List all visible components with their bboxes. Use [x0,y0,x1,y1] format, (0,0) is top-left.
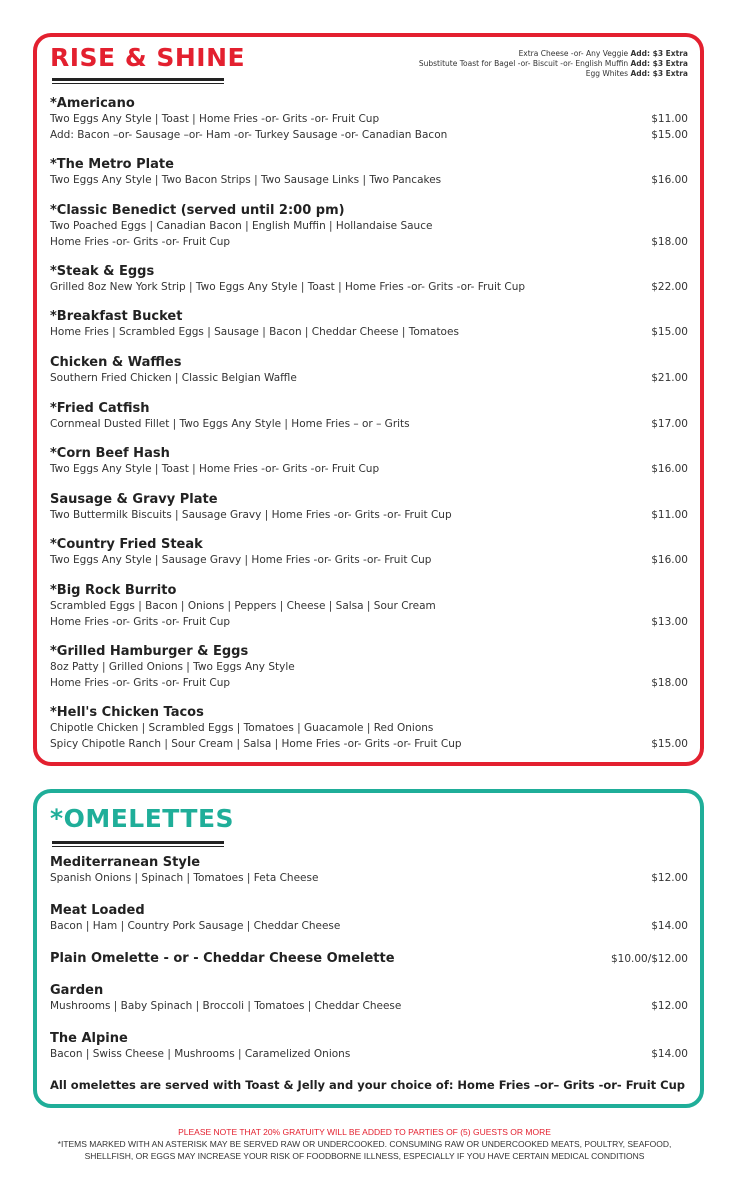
menu-item-description [50,999,688,1015]
menu-item [50,644,688,691]
menu-item-price: $14.00 [651,1048,688,1060]
menu-item-name [50,644,688,660]
menu-item-description [50,128,688,144]
extra-line [419,69,688,79]
menu-item [50,903,688,935]
menu-item-name [50,983,688,999]
menu-item-description [50,871,688,887]
menu-item-description [50,599,688,615]
description-text: Add: Bacon –or- Sausage –or- Ham -or- Turkey Sausage -or- Canadian Bacon [50,128,448,141]
menu-item-description [50,721,688,737]
menu-item-name [50,951,688,967]
menu-item [50,446,688,478]
menu-item-description [50,919,688,935]
description-text: Two Eggs Any Style | Two Bacon Strips | Two Sausage Links | Two Pancakes [50,174,442,186]
menu-item-name [50,855,688,871]
menu-item-description [50,676,688,692]
section-title: RISE & SHINE [50,43,246,72]
menu-item-description [50,173,688,189]
description-text: Two Eggs Any Style | Sausage Gravy | Home Fries -or- Grits -or- Fruit Cup [50,554,432,566]
menu-item-title: Chicken & Waffles [50,355,182,370]
menu-item [50,537,688,569]
menu-item [50,157,688,189]
menu-item-description [50,325,688,341]
menu-item [50,705,688,752]
menu-item-price: $16.00 [651,554,688,566]
menu-item-price: $15.00 [651,128,688,141]
menu-item-description [50,280,688,296]
menu-item-title: Garden [50,983,104,998]
menu-item-title: Sausage & Gravy Plate [50,492,218,507]
menu-item-description [50,371,688,387]
menu-item-name [50,309,688,325]
menu-item-title: *Big Rock Burrito [50,583,177,598]
description-text: 8oz Patty | Grilled Onions | Two Eggs Any Style [50,661,295,673]
menu-item-price: $14.00 [651,920,688,932]
menu-item-price: $16.00 [651,174,688,186]
menu-item-name [50,705,688,721]
omelettes-section [33,789,704,1108]
menu-item-description [50,737,688,753]
menu-item-price: $10.00/$12.00 [610,953,688,965]
description-text: Cornmeal Dusted Fillet | Two Eggs Any Style | Home Fries – or – Grits [50,418,410,430]
menu-item-price: $11.00 [651,113,688,125]
menu-item [50,983,688,1015]
menu-item-price: $11.00 [651,509,688,521]
omelette-note: All omelettes are served with Toast & Jelly and your choice of: Home Fries –or– Grits -or- Fruit Cup [50,1078,685,1092]
menu-item [50,583,688,630]
menu-item-description [50,1047,688,1063]
extra-line [419,59,688,69]
consumer-advisory-line: *ITEMS MARKED WITH AN ASTERISK MAY BE SERVED RAW OR UNDERCOOKED. CONSUMING RAW OR UNDERCOOKED MEATS, POULTRY, SEAFOOD, [57,1139,672,1149]
menu-item-name [50,203,688,219]
menu-item [50,203,688,250]
menu-item-price: $12.00 [651,872,688,884]
menu-item-price: $18.00 [651,235,688,248]
menu-item-price: $13.00 [651,615,688,628]
description-text: Two Buttermilk Biscuits | Sausage Gravy | Home Fries -or- Grits -or- Fruit Cup [50,509,452,521]
menu-item-description [50,235,688,251]
menu-item-name [50,903,688,919]
rise-and-shine-section [33,33,704,766]
extra-add: Add: $3 Extra [630,69,688,78]
menu-item-title: *Steak & Eggs [50,264,155,279]
menu-footer [0,1126,729,1162]
description-text: Two Eggs Any Style | Toast | Home Fries -or- Grits -or- Fruit Cup [50,463,380,475]
extra-line [419,49,688,59]
menu-item-name [50,96,688,112]
gratuity-notice: PLEASE NOTE THAT 20% GRATUITY WILL BE ADDED TO PARTIES OF (5) GUESTS OR MORE [178,1127,551,1137]
menu-item-description [50,615,688,631]
menu-item-description [50,219,688,235]
menu-item-price: $21.00 [651,372,688,384]
description-text: Mushrooms | Baby Spinach | Broccoli | Tomatoes | Cheddar Cheese [50,1000,402,1012]
menu-item-title: *Country Fried Steak [50,537,203,552]
extra-text: Substitute Toast for Bagel -or- Biscuit -or- English Muffin [418,59,629,68]
title-underline [52,841,224,847]
menu-item-description [50,553,688,569]
menu-item-name [50,1031,688,1047]
menu-item-price: $18.00 [651,676,688,689]
menu-item [50,492,688,524]
menu-item [50,401,688,433]
description-text: Spicy Chipotle Ranch | Sour Cream | Salsa | Home Fries -or- Grits -or- Fruit Cup [50,737,462,750]
description-text: Two Eggs Any Style | Toast | Home Fries -or- Grits -or- Fruit Cup [50,113,380,125]
menu-item-description [50,508,688,524]
menu-item-title: *The Metro Plate [50,157,174,172]
menu-item-name [50,446,688,462]
description-text: Home Fries -or- Grits -or- Fruit Cup [50,235,231,248]
title-underline [52,78,224,84]
menu-item [50,1031,688,1063]
description-text: Chipotle Chicken | Scrambled Eggs | Tomatoes | Guacamole | Red Onions [50,722,434,734]
menu-item-description [50,462,688,478]
menu-item-description [50,417,688,433]
menu-item-description [50,112,688,128]
menu-item-title: *Breakfast Bucket [50,309,183,324]
menu-item-price: $15.00 [651,326,688,338]
menu-item [50,264,688,296]
menu-item-title: *Corn Beef Hash [50,446,170,461]
consumer-advisory-line: SHELLFISH, OR EGGS MAY INCREASE YOUR RISK OF FOODBORNE ILLNESS, ESPECIALLY IF YOU HAVE CERTAIN MEDICAL CONDITIONS [84,1151,645,1161]
menu-item-title: *Grilled Hamburger & Eggs [50,644,249,659]
description-text: Scrambled Eggs | Bacon | Onions | Peppers | Cheese | Salsa | Sour Cream [50,600,436,612]
menu-item-title: Plain Omelette - or - Cheddar Cheese Omelette [50,951,395,966]
extra-add: Add: $3 Extra [630,59,688,68]
menu-item-name [50,583,688,599]
description-text: Two Poached Eggs | Canadian Bacon | English Muffin | Hollandaise Sauce [50,220,433,232]
menu-item-name [50,492,688,508]
menu-item [50,309,688,341]
description-text: Home Fries -or- Grits -or- Fruit Cup [50,676,231,689]
menu-item-title: *Hell's Chicken Tacos [50,705,204,720]
description-text: Bacon | Ham | Country Pork Sausage | Cheddar Cheese [50,920,341,932]
description-text: Spanish Onions | Spinach | Tomatoes | Feta Cheese [50,872,319,884]
menu-item-title: Mediterranean Style [50,855,201,870]
menu-item-name [50,537,688,553]
extras-list [419,49,688,79]
extra-add: Add: $3 Extra [630,49,688,58]
menu-item-price: $17.00 [651,418,688,430]
section-title: *OMELETTES [50,804,235,833]
menu-item-title: *Americano [50,96,135,111]
menu-item [50,855,688,887]
description-text: Grilled 8oz New York Strip | Two Eggs Any Style | Toast | Home Fries -or- Grits -or- Fruit Cup [50,281,526,293]
menu-item-price: $12.00 [651,1000,688,1012]
description-text: Southern Fried Chicken | Classic Belgian Waffle [50,372,297,384]
menu-item [50,355,688,387]
extra-text: Extra Cheese -or- Any Veggie [518,49,629,58]
menu-item-price: $15.00 [651,737,688,750]
extra-text: Egg Whites [585,69,629,78]
menu-item-title: *Classic Benedict (served until 2:00 pm) [50,203,345,218]
description-text: Home Fries | Scrambled Eggs | Sausage | Bacon | Cheddar Cheese | Tomatoes [50,326,459,338]
menu-item [50,96,688,143]
menu-item-name [50,401,688,417]
menu-item-price: $16.00 [651,463,688,475]
menu-item-title: The Alpine [50,1031,128,1046]
menu-item-name [50,355,688,371]
menu-item-title: *Fried Catfish [50,401,150,416]
description-text: Home Fries -or- Grits -or- Fruit Cup [50,615,231,628]
menu-item-title: Meat Loaded [50,903,145,918]
menu-item-name [50,264,688,280]
menu-item-name [50,157,688,173]
menu-item-price: $22.00 [651,281,688,293]
menu-item [50,951,688,967]
description-text: Bacon | Swiss Cheese | Mushrooms | Caramelized Onions [50,1048,351,1060]
menu-item-description [50,660,688,676]
